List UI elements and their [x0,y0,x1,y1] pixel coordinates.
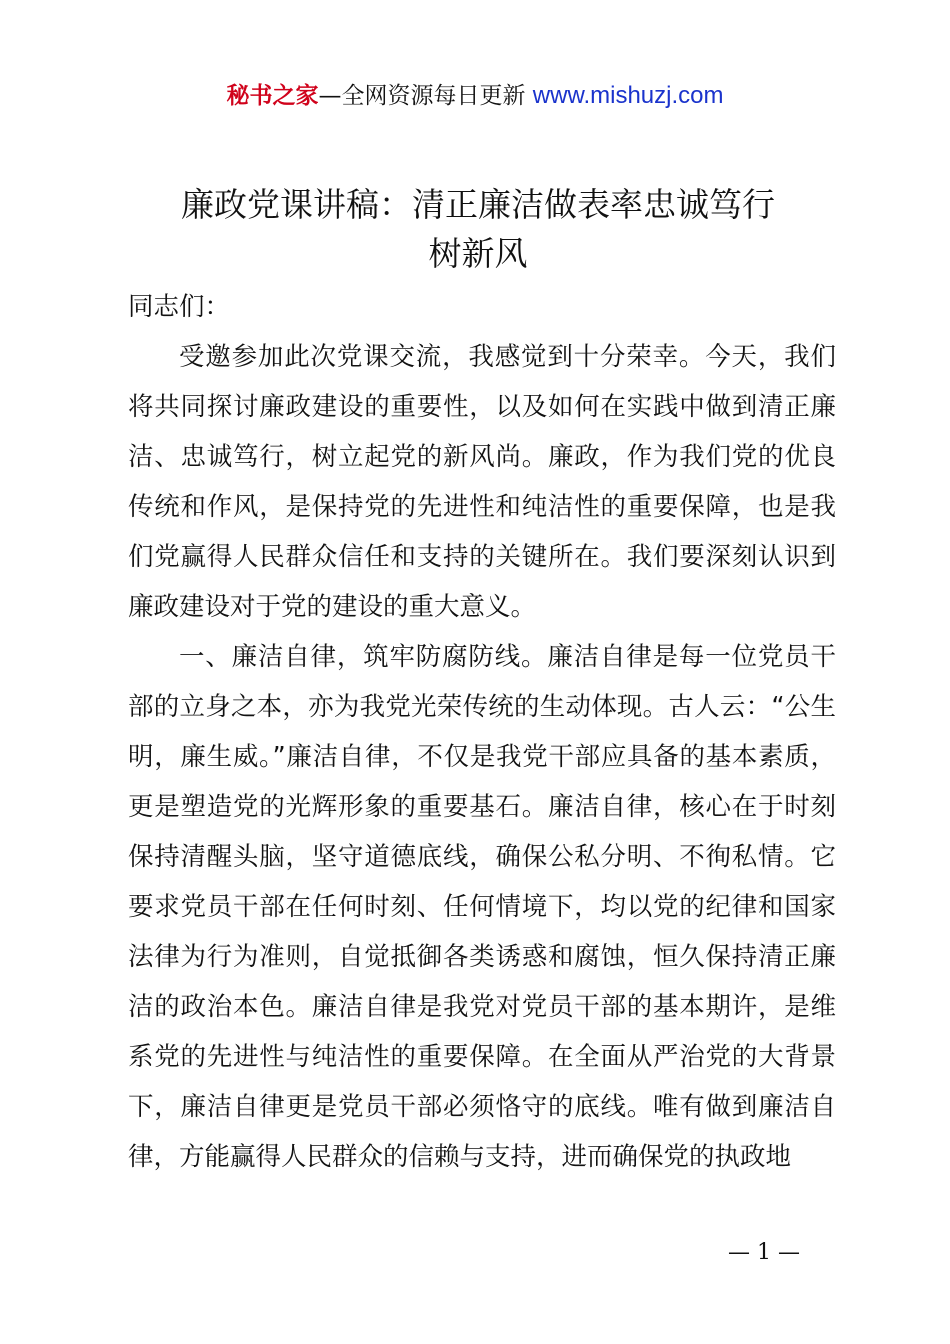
document-title [128,180,828,278]
document-body [128,282,836,1182]
salutation: 同志们： [128,292,231,322]
title-line-1: 廉政党课讲稿：清正廉洁做表率忠诚笃行 [181,185,775,224]
title-line-2: 树新风 [428,234,528,273]
brand-name: 秘书之家 [226,83,319,109]
paragraph-intro: 受邀参加此次党课交流，我感觉到十分荣幸。今天，我们将共同探讨廉政建设的重要性，以及如何在实践中做到清正廉洁、忠诚笃行，树立起党的新风尚。廉政，作为我们党的优良传统和作风，是保持党的先进性和纯洁性的重要保障，也是我们党赢得人民群众信任和支持的关键所在。我们要深刻认识到廉政建设对于党的建设的重大意义。 [128,342,836,622]
site-url-link[interactable]: www.mishuzj.com [532,82,724,109]
header-tagline: —全网资源每日更新 [318,83,526,109]
page-number: — 1 — [728,1240,800,1265]
site-header [0,80,950,112]
paragraph-section-1: 一、廉洁自律，筑牢防腐防线。廉洁自律是每一位党员干部的立身之本，亦为我党光荣传统的生动体现。古人云：“公生明，廉生威。”廉洁自律，不仅是我党干部应具备的基本素质，更是塑造党的光辉形象的重要基石。廉洁自律，核心在于时刻保持清醒头脑，坚守道德底线，确保公私分明、不徇私情。它要求党员干部在任何时刻、任何情境下，均以党的纪律和国家法律为行为准则，自觉抵御各类诱惑和腐蚀，恒久保持清正廉洁的政治本色。廉洁自律是我党对党员干部的基本期许，是维系党的先进性与纯洁性的重要保障。在全面从严治党的大背景下，廉洁自律更是党员干部必须恪守的底线。唯有做到廉洁自律，方能赢得人民群众的信赖与支持，进而确保党的执政地 [128,642,836,1172]
